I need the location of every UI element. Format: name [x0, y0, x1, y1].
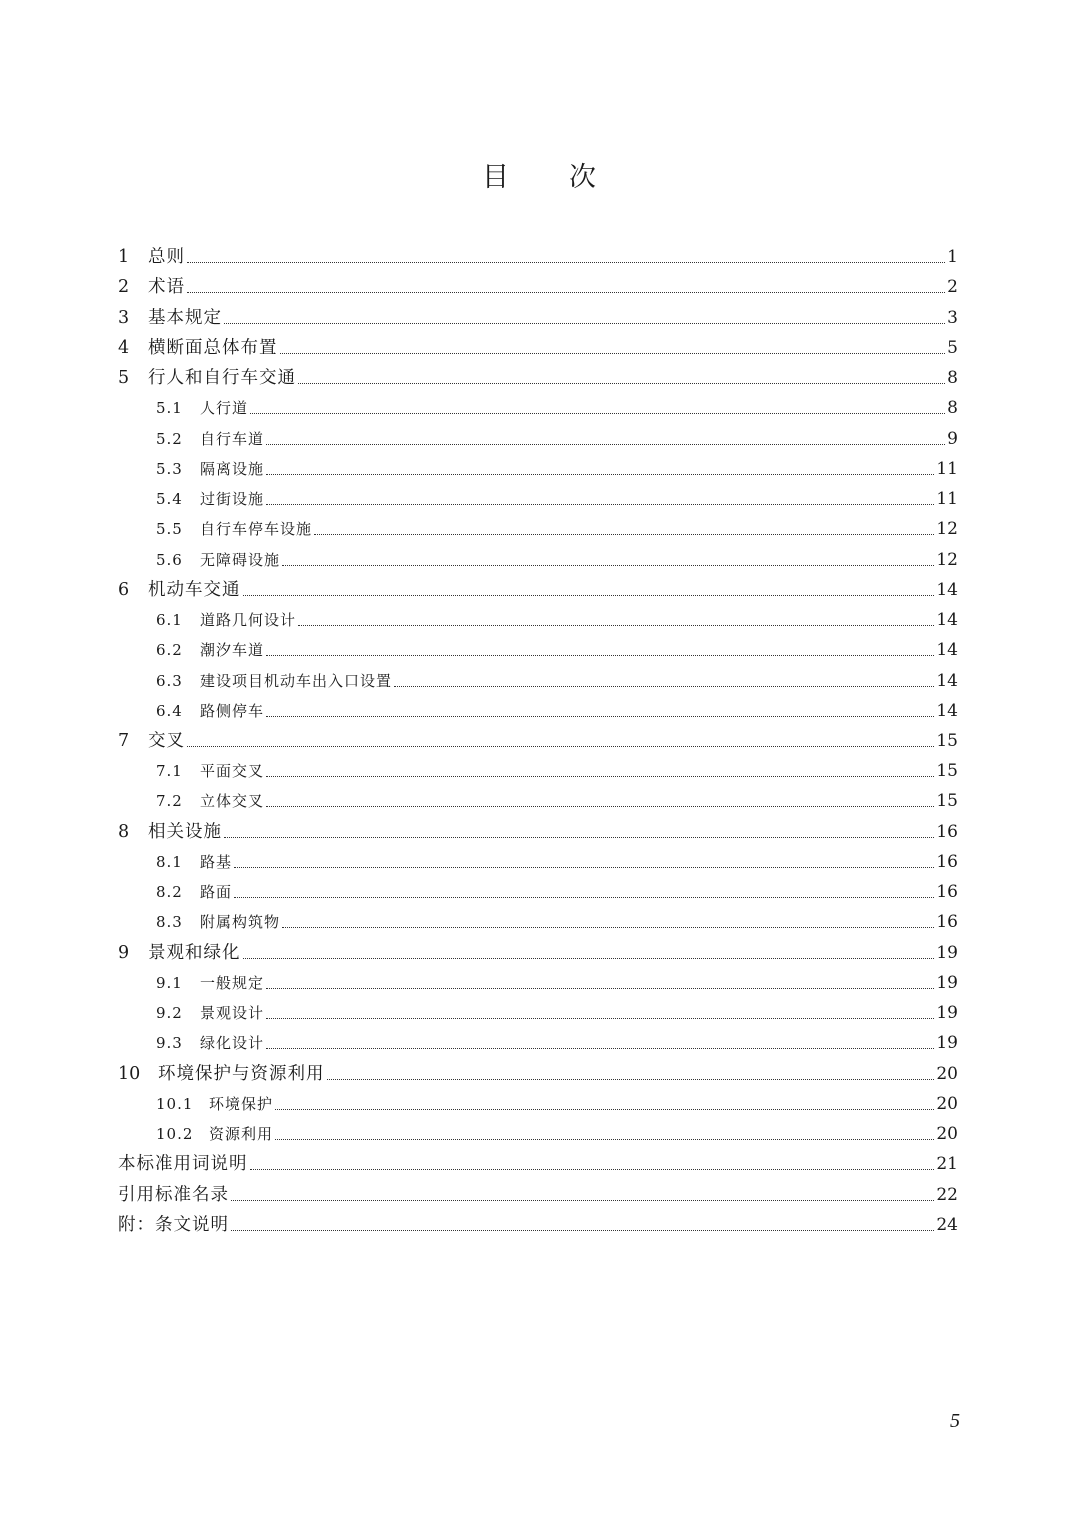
toc-entry-number: 7.1 — [156, 762, 183, 781]
toc-entry-number: 5.2 — [156, 429, 183, 448]
toc-subsection-entry[interactable] — [118, 875, 958, 905]
toc-entry-page: 14 — [936, 670, 958, 691]
toc-entry-number: 7.2 — [156, 792, 183, 811]
toc-entry-number: 9.3 — [156, 1034, 183, 1053]
toc-dot-leader — [327, 1078, 935, 1080]
toc-entry-title: 行人和自行车交通 — [148, 368, 296, 389]
toc-subsection-entry[interactable] — [118, 784, 958, 814]
toc-entry-title: 路面 — [200, 883, 233, 902]
toc-dot-leader — [266, 473, 934, 475]
toc-entry-title: 机动车交通 — [148, 579, 241, 600]
toc-entry-number: 6.4 — [156, 701, 183, 720]
toc-entry-number: 7 — [118, 730, 130, 751]
toc-section-entry[interactable] — [118, 1208, 958, 1238]
toc-entry-title: 平面交叉 — [200, 762, 265, 781]
toc-entry-title: 路侧停车 — [200, 701, 265, 720]
toc-entry-title: 隔离设施 — [200, 459, 265, 478]
toc-dot-leader — [243, 957, 935, 959]
toc-entry-page: 11 — [936, 458, 958, 479]
toc-entry-number: 8.1 — [156, 852, 183, 871]
toc-entry-page: 14 — [936, 700, 958, 721]
toc-dot-leader — [243, 594, 935, 596]
toc-entry-title: 附：条文说明 — [118, 1214, 229, 1235]
toc-entry-page: 8 — [947, 368, 958, 389]
toc-entry-title: 建设项目机动车出入口设置 — [200, 671, 393, 690]
toc-entry-title: 引用标准名录 — [118, 1184, 229, 1205]
toc-dot-leader — [282, 926, 934, 928]
toc-dot-leader — [280, 352, 946, 354]
toc-entry-title: 相关设施 — [148, 821, 222, 842]
toc-section-entry[interactable] — [118, 1177, 958, 1207]
toc-subsection-entry[interactable] — [118, 754, 958, 784]
toc-entry-number: 10.2 — [156, 1125, 194, 1144]
toc-subsection-entry[interactable] — [118, 421, 958, 451]
page-number: 5 — [950, 1410, 960, 1432]
toc-entry-number: 10 — [118, 1063, 141, 1084]
toc-dot-leader — [250, 1168, 935, 1170]
toc-dot-leader — [187, 745, 934, 747]
toc-entry-number: 1 — [118, 247, 130, 268]
toc-dot-leader — [266, 987, 934, 989]
page-title-char-2: 次 — [569, 162, 598, 193]
toc-subsection-entry[interactable] — [118, 482, 958, 512]
toc-subsection-entry[interactable] — [118, 1117, 958, 1147]
toc-section-entry[interactable] — [118, 1147, 958, 1177]
toc-entry-number: 8.3 — [156, 913, 183, 932]
toc-subsection-entry[interactable] — [118, 845, 958, 875]
toc-subsection-entry[interactable] — [118, 996, 958, 1026]
toc-section-entry[interactable] — [118, 331, 958, 361]
toc-dot-leader — [224, 322, 945, 324]
toc-entry-title: 横断面总体布置 — [148, 337, 278, 358]
toc-entry-title: 本标准用词说明 — [118, 1154, 248, 1175]
toc-entry-page: 20 — [936, 1124, 958, 1145]
toc-subsection-entry[interactable] — [118, 694, 958, 724]
toc-entry-number: 10.1 — [156, 1094, 194, 1113]
toc-entry-title: 资源利用 — [209, 1125, 274, 1144]
toc-subsection-entry[interactable] — [118, 663, 958, 693]
toc-dot-leader — [231, 1199, 934, 1201]
toc-entry-number: 5.5 — [156, 520, 183, 539]
toc-subsection-entry[interactable] — [118, 452, 958, 482]
toc-dot-leader — [224, 836, 934, 838]
toc-subsection-entry[interactable] — [118, 905, 958, 935]
table-of-contents — [118, 240, 958, 1238]
toc-entry-page: 14 — [936, 610, 958, 631]
toc-entry-page: 14 — [936, 640, 958, 661]
toc-entry-page: 1 — [947, 247, 958, 268]
toc-entry-page: 12 — [936, 549, 958, 570]
toc-entry-page: 24 — [936, 1214, 958, 1235]
toc-dot-leader — [250, 412, 945, 414]
toc-section-entry[interactable] — [118, 935, 958, 965]
toc-entry-page: 19 — [936, 942, 958, 963]
toc-entry-number: 9.1 — [156, 973, 183, 992]
toc-entry-title: 基本规定 — [148, 307, 222, 328]
toc-section-entry[interactable] — [118, 270, 958, 300]
toc-entry-page: 14 — [936, 579, 958, 600]
toc-entry-page: 15 — [936, 730, 958, 751]
toc-subsection-entry[interactable] — [118, 1087, 958, 1117]
toc-dot-leader — [266, 1047, 934, 1049]
toc-subsection-entry[interactable] — [118, 512, 958, 542]
toc-dot-leader — [394, 685, 934, 687]
toc-dot-leader — [266, 805, 934, 807]
toc-dot-leader — [275, 1138, 934, 1140]
toc-entry-number: 5.3 — [156, 459, 183, 478]
toc-entry-number: 9 — [118, 942, 130, 963]
toc-dot-leader — [266, 443, 945, 445]
toc-entry-number: 5 — [118, 368, 130, 389]
toc-entry-title: 景观设计 — [200, 1004, 265, 1023]
toc-entry-number: 5.1 — [156, 399, 183, 418]
toc-entry-title: 一般规定 — [200, 973, 265, 992]
toc-dot-leader — [234, 896, 934, 898]
toc-entry-number: 8 — [118, 821, 130, 842]
toc-section-entry[interactable] — [118, 1056, 958, 1086]
toc-dot-leader — [266, 503, 934, 505]
toc-section-entry[interactable] — [118, 361, 958, 391]
toc-entry-page: 11 — [936, 489, 958, 510]
toc-entry-number: 6 — [118, 579, 130, 600]
toc-entry-page: 12 — [936, 519, 958, 540]
toc-entry-page: 16 — [936, 912, 958, 933]
toc-entry-page: 21 — [936, 1154, 958, 1175]
toc-entry-page: 15 — [936, 761, 958, 782]
toc-dot-leader — [314, 533, 934, 535]
toc-entry-number: 6.3 — [156, 671, 183, 690]
page-title — [0, 158, 1080, 198]
toc-entry-page: 20 — [936, 1093, 958, 1114]
toc-subsection-entry[interactable] — [118, 391, 958, 421]
toc-entry-number: 9.2 — [156, 1004, 183, 1023]
toc-entry-title: 自行车停车设施 — [200, 520, 313, 539]
toc-entry-title: 术语 — [148, 277, 185, 298]
toc-entry-title: 潮汐车道 — [200, 641, 265, 660]
toc-section-entry[interactable] — [118, 573, 958, 603]
toc-entry-number: 5.4 — [156, 490, 183, 509]
toc-dot-leader — [298, 624, 934, 626]
toc-subsection-entry[interactable] — [118, 633, 958, 663]
toc-entry-number: 2 — [118, 277, 130, 298]
toc-entry-title: 过街设施 — [200, 490, 265, 509]
toc-subsection-entry[interactable] — [118, 1026, 958, 1056]
toc-dot-leader — [266, 715, 934, 717]
toc-entry-page: 22 — [936, 1184, 958, 1205]
toc-entry-title: 自行车道 — [200, 429, 265, 448]
toc-entry-number: 6.2 — [156, 641, 183, 660]
toc-entry-page: 5 — [947, 337, 958, 358]
toc-subsection-entry[interactable] — [118, 966, 958, 996]
toc-entry-number: 8.2 — [156, 883, 183, 902]
toc-entry-page: 8 — [947, 398, 958, 419]
toc-entry-number: 6.1 — [156, 611, 183, 630]
toc-entry-title: 总则 — [148, 247, 185, 268]
toc-entry-page: 19 — [936, 972, 958, 993]
toc-dot-leader — [298, 382, 945, 384]
toc-entry-number: 5.6 — [156, 550, 183, 569]
toc-entry-number: 4 — [118, 337, 130, 358]
toc-dot-leader — [282, 564, 934, 566]
toc-entry-title: 立体交叉 — [200, 792, 265, 811]
toc-entry-title: 路基 — [200, 852, 233, 871]
toc-entry-title: 环境保护 — [209, 1094, 274, 1113]
toc-entry-page: 2 — [947, 277, 958, 298]
toc-dot-leader — [187, 261, 945, 263]
toc-entry-page: 16 — [936, 821, 958, 842]
toc-dot-leader — [275, 1108, 934, 1110]
toc-entry-title: 环境保护与资源利用 — [158, 1063, 325, 1084]
toc-subsection-entry[interactable] — [118, 542, 958, 572]
toc-entry-title: 绿化设计 — [200, 1034, 265, 1053]
toc-entry-number: 3 — [118, 307, 130, 328]
toc-entry-title: 景观和绿化 — [148, 942, 241, 963]
toc-entry-page: 9 — [947, 428, 958, 449]
toc-section-entry[interactable] — [118, 724, 958, 754]
toc-entry-title: 无障碍设施 — [200, 550, 281, 569]
toc-entry-title: 交叉 — [148, 730, 185, 751]
toc-entry-page: 20 — [936, 1063, 958, 1084]
toc-entry-page: 15 — [936, 791, 958, 812]
page-title-char-1: 目 — [482, 162, 511, 193]
toc-section-entry[interactable] — [118, 300, 958, 330]
toc-dot-leader — [231, 1229, 934, 1231]
toc-subsection-entry[interactable] — [118, 603, 958, 633]
toc-entry-page: 19 — [936, 1033, 958, 1054]
toc-entry-page: 16 — [936, 882, 958, 903]
toc-dot-leader — [266, 654, 934, 656]
toc-entry-page: 16 — [936, 851, 958, 872]
toc-dot-leader — [266, 775, 934, 777]
toc-entry-title: 附属构筑物 — [200, 913, 281, 932]
toc-entry-title: 人行道 — [200, 399, 249, 418]
toc-dot-leader — [187, 291, 945, 293]
toc-section-entry[interactable] — [118, 240, 958, 270]
toc-section-entry[interactable] — [118, 814, 958, 844]
toc-dot-leader — [266, 1017, 934, 1019]
toc-entry-title: 道路几何设计 — [200, 611, 297, 630]
toc-entry-page: 3 — [947, 307, 958, 328]
toc-entry-page: 19 — [936, 1003, 958, 1024]
toc-dot-leader — [234, 866, 934, 868]
